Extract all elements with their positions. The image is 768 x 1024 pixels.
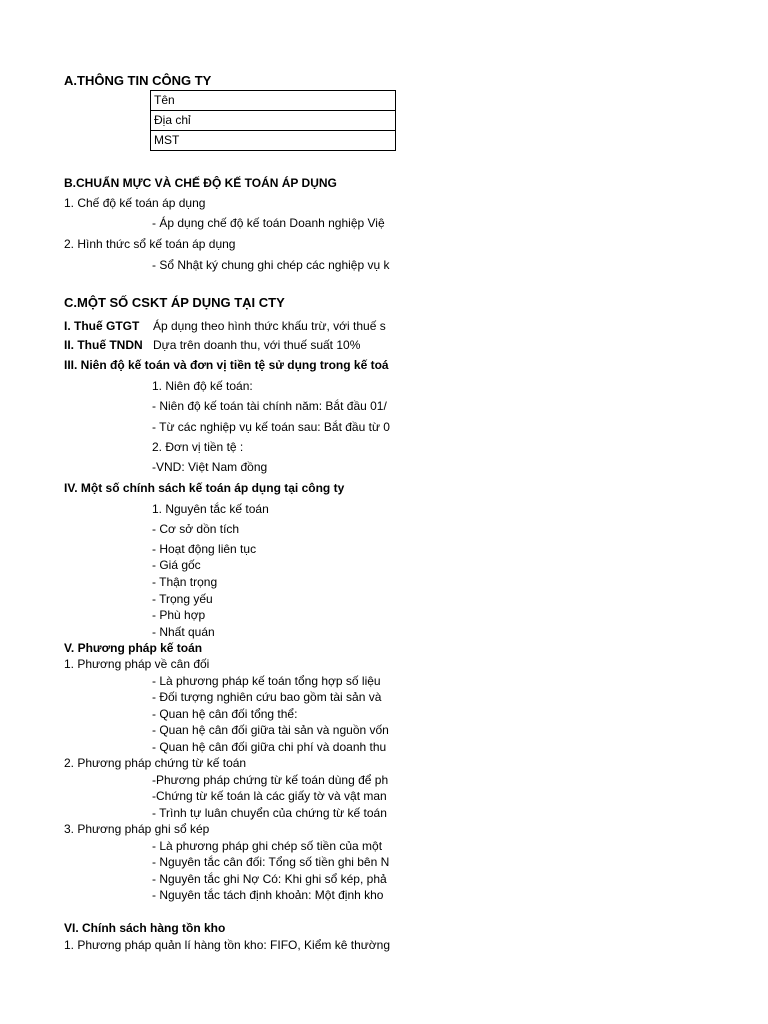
- section-a-title: A.THÔNG TIN CÔNG TY: [64, 73, 212, 88]
- balance-method-subheading: 1. Phương pháp về cân đối: [64, 657, 210, 671]
- cit-label: II. Thuế TNDN: [64, 338, 143, 352]
- section-b-item-2-detail: - Sổ Nhật ký chung ghi chép các nghiệp vụ k: [152, 258, 390, 272]
- principle-item: - Hoạt động liên tục: [152, 542, 257, 556]
- principle-item: - Thận trọng: [152, 575, 218, 589]
- fiscal-year-subheading: 1. Niên độ kế toán:: [152, 379, 253, 393]
- double-entry-item: - Là phương pháp ghi chép số tiền của một: [152, 839, 383, 853]
- vat-label: I. Thuế GTGT: [64, 319, 140, 333]
- section-b-item-1-detail: - Áp dụng chế độ kế toán Doanh nghiệp Việ: [152, 216, 385, 230]
- balance-method-item: - Quan hệ cân đối tổng thể:: [152, 707, 298, 721]
- principle-item: - Phù hợp: [152, 608, 206, 622]
- policies-heading: IV. Một số chính sách kế toán áp dụng tại công ty: [64, 481, 345, 495]
- balance-method-item: - Quan hệ cân đối giữa chi phí và doanh thu: [152, 740, 387, 754]
- voucher-method-item: -Phương pháp chứng từ kế toán dùng để ph: [152, 773, 389, 787]
- currency-subheading: 2. Đơn vị tiền tệ :: [152, 440, 244, 454]
- company-info-table: [150, 90, 396, 151]
- section-b-item-1: 1. Chế độ kế toán áp dụng: [64, 196, 206, 210]
- fiscal-year-heading: III. Niên độ kế toán và đơn vị tiền tệ sử dụng trong kế toá: [64, 358, 389, 372]
- inventory-policy-heading: VI. Chính sách hàng tồn kho: [64, 921, 226, 935]
- double-entry-item: - Nguyên tắc cân đối: Tổng số tiền ghi bên N: [152, 855, 390, 869]
- cit-text: Dựa trên doanh thu, với thuế suất 10%: [153, 338, 361, 352]
- company-name-cell: Tên: [151, 91, 396, 111]
- company-address-cell: Địa chỉ: [151, 111, 396, 131]
- principles-subheading: 1. Nguyên tắc kế toán: [152, 502, 269, 516]
- principle-item: - Nhất quán: [152, 625, 215, 639]
- currency-detail: -VND: Việt Nam đồng: [152, 460, 268, 474]
- company-tax-code-cell: MST: [151, 131, 396, 151]
- methods-heading: V. Phương pháp kế toán: [64, 641, 203, 655]
- fiscal-year-detail-1: - Niên độ kế toán tài chính năm: Bắt đầu 01/: [152, 399, 387, 413]
- principle-item: - Giá gốc: [152, 558, 201, 572]
- double-entry-item: - Nguyên tắc tách định khoản: Một định kho: [152, 888, 384, 902]
- balance-method-item: - Quan hệ cân đối giữa tài sản và nguồn vốn: [152, 723, 389, 737]
- principle-item: - Cơ sở dồn tích: [152, 522, 240, 536]
- balance-method-item: - Đối tượng nghiên cứu bao gồm tài sản và: [152, 690, 382, 704]
- fiscal-year-detail-2: - Từ các nghiệp vụ kế toán sau: Bắt đầu từ 0: [152, 420, 390, 434]
- section-b-title: B.CHUẨN MỰC VÀ CHẾ ĐỘ KẾ TOÁN ÁP DỤNG: [64, 176, 337, 190]
- double-entry-item: - Nguyên tắc ghi Nợ Có: Khi ghi sổ kép, phả: [152, 872, 387, 886]
- vat-text: Áp dụng theo hình thức khấu trừ, với thuế s: [153, 319, 386, 333]
- principle-item: - Trọng yếu: [152, 592, 213, 606]
- balance-method-item: - Là phương pháp kế toán tổng hợp số liệu: [152, 674, 381, 688]
- voucher-method-subheading: 2. Phương pháp chứng từ kế toán: [64, 756, 247, 770]
- double-entry-subheading: 3. Phương pháp ghi sổ kép: [64, 822, 210, 836]
- voucher-method-item: - Trình tự luân chuyển của chứng từ kế toán: [152, 806, 387, 820]
- inventory-policy-item-1: 1. Phương pháp quản lí hàng tồn kho: FIFO, Kiểm kê thường: [64, 938, 390, 952]
- voucher-method-item: -Chứng từ kế toán là các giấy tờ và vật man: [152, 789, 387, 803]
- section-c-title: C.MỘT SỐ CSKT ÁP DỤNG TẠI CTY: [64, 295, 285, 310]
- section-b-item-2: 2. Hình thức sổ kế toán áp dụng: [64, 237, 236, 251]
